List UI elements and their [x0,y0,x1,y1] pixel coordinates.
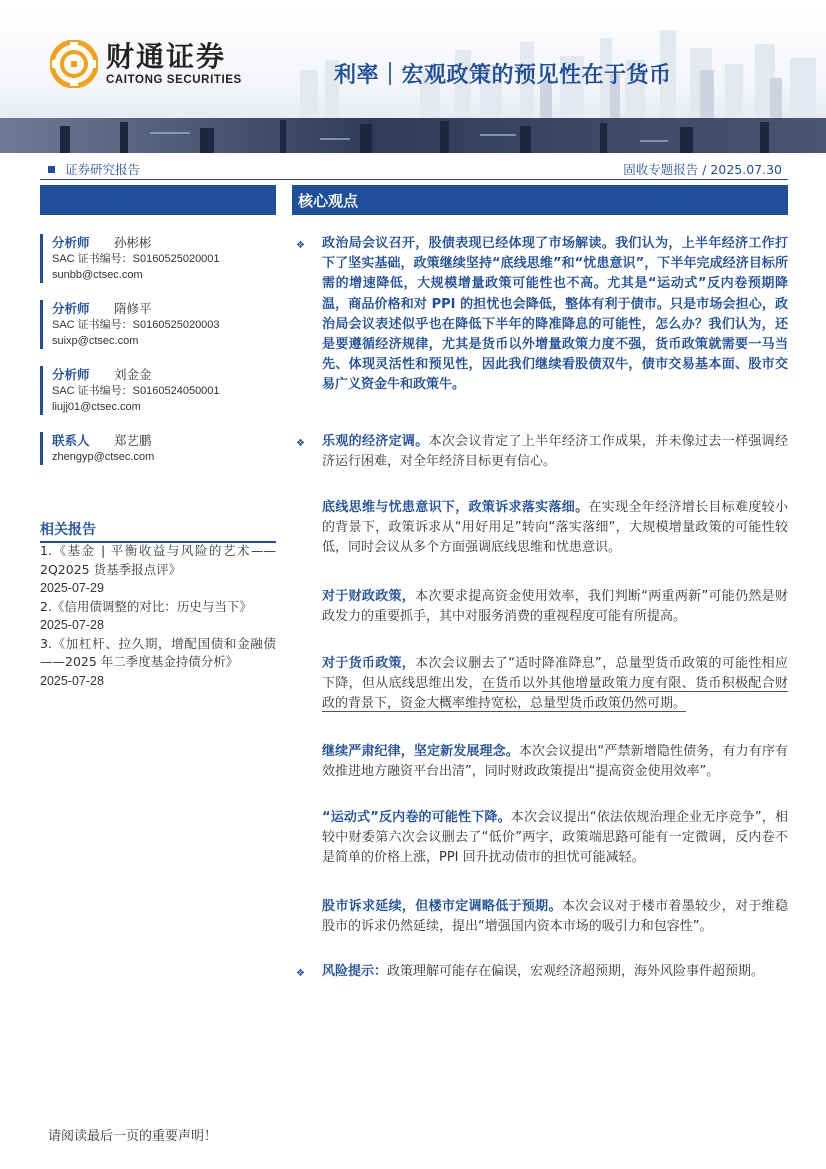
risk-warning-heading: 风险提示： [322,964,388,979]
analyst-name: 刘金金 [114,367,152,382]
point-fiscal-policy [322,587,788,627]
point-body-underlined: 在货币以外其他增量政策力度有限、货币积极配合财政的背景下，资金大概率维持宽松，总量型货币政策仍然可期。 [322,676,788,712]
caitong-logo-icon [50,40,98,88]
point-heading: “运动式”反内卷的可能性下降。 [322,810,511,825]
report-title: 利率｜宏观政策的预见性在于货币 [334,63,672,88]
analyst-role: 分析师 [52,301,90,316]
point-heading: 乐观的经济定调。 [322,434,429,449]
point-stock-property [322,897,788,937]
related-report-date: 2025-07-28 [40,673,104,688]
point-heading: 继续严肃纪律，坚定新发展理念。 [322,744,519,759]
analyst-card [40,300,276,349]
diamond-bullet-icon: ❖ [296,240,305,251]
point-body: 本次会议肯定了上半年经济工作成果，并未像过去一样强调经济运行困难，对全年经济目标更有信心。 [322,434,788,470]
core-summary-paragraph: 政治局会议召开，股债表现已经体现了市场解读。我们认为，上半年经济工作打下了坚实基础，政策继续坚持“底线思维”和“忧患意识”，下半年完成经济目标所需的增速降低，大规模增量政策可能性也不高。尤其是“运动式”反内卷预期降温，商品价格和对 PPI 的担忧也会降低，整体有利于债市。只是市场会担心，政治局会议表述似乎也在降低下半年的降准降息的可能性，怎么办？我们认为，还是要遵循经济规律，尤其是货币以外增量政策力度不强，货币政策就需要一马当先、体现灵活性和预见性，因此我们继续看股债双牛，债市交易基本面、股市交易广义资金牛和政策牛。 [322,236,788,393]
point-body: 本次会议提出“依法依规治理企业无序竞争”，相较中财委第六次会议删去了“低价”两字，政策端思路可能有一定微调，反内卷不是简单的价格上涨，PPI 回升扰动债市的担忧可能减轻。 [322,810,788,866]
point-monetary-policy [322,654,788,715]
diamond-bullet-icon: ❖ [296,968,305,979]
contact-email[interactable]: zhengyp@ctsec.com [52,451,155,463]
contact-name: 郑艺鹏 [114,433,152,448]
sub-header [40,156,788,180]
point-heading: 对于财政政策， [322,589,416,604]
point-heading: 股市诉求延续，但楼市定调略低于预期。 [322,899,562,914]
related-report-link[interactable]: 1.《基金 | 平衡收益与风险的艺术——2Q2025 货基季报点评》 [40,543,276,577]
diamond-bullet-icon: ❖ [296,438,305,449]
analyst-cert: SAC 证书编号：S0160524050001 [52,385,220,397]
report-type-date: 固收专题报告 / 2025.07.30 [623,162,782,177]
related-report-link[interactable]: 2.《信用债调整的对比：历史与当下》 [40,598,252,614]
related-reports-list [40,542,276,690]
report-category-label: 证券研究报告 [65,162,141,177]
company-logo [50,40,242,88]
analyst-cert: SAC 证书编号：S0160525020003 [52,319,220,331]
related-report-date: 2025-07-28 [40,618,104,632]
analyst-email[interactable]: sunbb@ctsec.com [52,269,143,281]
analyst-role: 分析师 [52,235,90,250]
analyst-email[interactable]: liujj01@ctsec.com [52,401,141,413]
point-body: 在实现全年经济增长目标难度较小的背景下，政策诉求从“用好用足”转向“落实落细”，大规模增量政策的可能性较低，同时会议从多个方面强调底线思维和忧患意识。 [322,500,788,556]
analyst-card [40,366,276,415]
logo-english-name: CAITONG SECURITIES [106,74,242,86]
point-anti-involution [322,808,788,869]
square-bullet-icon [48,166,55,173]
related-report-date: 2025-07-29 [40,581,104,595]
point-body: 本次会议删去了“适时降准降息”，总量型货币政策的可能性相应下降，但从底线思维出发， [322,656,788,692]
core-views-header-bar [292,185,788,215]
related-report-link[interactable]: 3.《加杠杆、拉久期，增配国债和金融债——2025 年二季度基金持债分析》 [40,635,276,669]
left-column-header-bar [40,185,276,215]
report-category [48,160,140,178]
contact-role: 联系人 [52,433,90,448]
analyst-name: 隋修平 [114,301,152,316]
analyst-name: 孙彬彬 [114,235,152,250]
logo-chinese-name: 财通证券 [106,40,227,73]
point-discipline [322,742,788,782]
point-body: 本次会议提出“严禁新增隐性债务，有力有序有效推进地方融资平台出清”，同时财政政策提出“提高资金使用效率”。 [322,744,788,780]
point-bottom-line-thinking [322,498,788,559]
point-body: 本次要求提高资金使用效率，我们判断“两重两新”可能仍然是财政发力的重要抓手，其中对服务消费的重视程度可能有所提高。 [322,589,788,625]
point-heading: 底线思维与忧患意识下，政策诉求落实落细。 [322,500,589,515]
analyst-card [40,234,276,283]
core-views-title: 核心观点 [298,192,359,210]
footer-disclaimer-note: 请阅读最后一页的重要声明！ [48,1129,218,1144]
risk-warning-body: 政策理解可能存在偏误，宏观经济超预期，海外风险事件超预期。 [387,964,765,979]
report-header [0,0,826,155]
related-reports-title: 相关报告 [40,519,276,543]
point-body: 本次会议对于楼市着墨较少，对于维稳股市的诉求仍然延续，提出“增强国内资本市场的吸引力和包容性”。 [322,899,788,935]
point-economic-tone [322,432,788,472]
point-heading: 对于货币政策， [322,656,416,671]
analyst-role: 分析师 [52,367,90,382]
contact-card [40,432,276,465]
analyst-email[interactable]: suixp@ctsec.com [52,335,139,347]
risk-warning [322,962,788,982]
analyst-cert: SAC 证书编号：S0160525020001 [52,253,220,265]
